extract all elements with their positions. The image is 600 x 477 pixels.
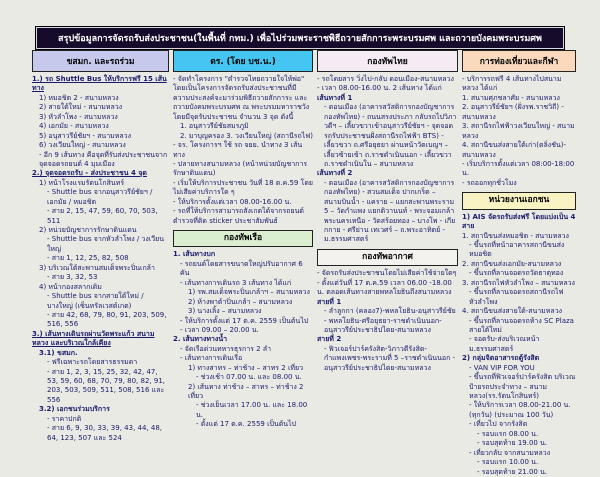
text-line: 1) ทางสาทร – ท่าช้าง – สาทร 2 เที่ยว [188, 363, 304, 372]
text-line: 2. สถานีขนส่งเอกมัย-สนามหลวง [462, 259, 562, 268]
column-header-bmta: ขสมก. และรถร่วม [32, 50, 169, 72]
text-line: 3.1) ขสมก. [39, 348, 78, 357]
text-line: 3. สถานีรถไฟหัวลำโพง – สนามหลวง [462, 278, 575, 287]
text-line: - รถที่ให้บริการสามารถสังเกตได้จากรถยนต์ตำรวจที่ติด sticker ประชาสัมพันธ์ [173, 207, 304, 225]
text-line: 3) หัวลำโพง - สนามหลวง [39, 112, 118, 121]
text-line: 5) อนุสาวรีย์ชัยฯ - สนามหลวง [39, 131, 132, 140]
text-line: 1) รพ.สมเด็จพระปิ่นเกล้าฯ – สนามหลวง [188, 288, 310, 297]
text-line: - Shuttle bus จากสายใต้ใหม่ / บางใหญ่ (เซ็นทรัลเวสต์เกต) [47, 292, 144, 310]
text-line: - บริการรถฟรี 4 เส้นทางไปสนามหลวง ได้แก่ [462, 75, 562, 93]
text-line: - ให้บริการเวลา 08.00-21.00 น. (ทุกวัน) (ประมาณ 100 วัน) [469, 401, 571, 419]
text-line: 4) เอกมัย - สนามหลวง [39, 122, 109, 131]
text-line: - อีก 9 เส้นทาง คือจุดที่รับส่งประชาชนจากจุดจอดรถยนต์ 4 มุมเมือง [39, 150, 168, 168]
text-line: - รอบแรก 10.00 น. [477, 458, 539, 467]
text-line: 2) ห้างพาต้าปิ่นเกล้า – สนามหลวง [188, 297, 293, 306]
text-line: - ตั้งแต่ 17 ต.ค. 2559 เป็นต้นไป [196, 420, 296, 429]
text-line: - Shuttle bus จากหัวลำโพง / วงเวียนใหญ่ [47, 235, 164, 253]
text-line: - ช่วงเย็นเวลา 17.00 น. และ 18.00 น. [196, 401, 308, 419]
text-line: - ขึ้นรถที่หน้าอาคารสถานีขนส่งหมอชิต [469, 241, 565, 259]
text-line: - ปลายทางสนามหลวง (หน้าหน่วยบัญชาการรักษาดินแดน) [173, 159, 308, 178]
column-body-bmta [32, 72, 169, 443]
text-line: สายที่ 1 [317, 297, 342, 306]
text-line: 2) เส้นทาง ท่าช้าง – สาทร – ท่าช้าง 2 เที่ยว [188, 382, 304, 401]
text-line: - จัดเรือด่วนทหารธุรการ 2 ลำ [180, 344, 272, 353]
text-line: 1) หน้าโรงแรมรัตนโกสินทร์ [39, 178, 125, 187]
text-line: - ลำลูกกา (คลอง7)-พหลโยธิน-อนุสาวรีย์ชัย - พหลโยธิน-ศรีอยุธยา-ราชดำเนินนอก-อนุสาวรีย์ประชาธิปไตย-สนามหลวง [324, 307, 456, 334]
text-line: 1. สถานีขนส่งหมอชิต - สนามหลวง [462, 231, 569, 240]
text-line: - จัดรถรับส่งประชาชนโดยไม่เสียค่าใช้จ่ายใดๆ [317, 269, 457, 278]
column-header-thai-armed-forces: กองทัพไทย [317, 50, 458, 72]
text-line: 3) นางเลิ้ง – สนามหลวง [188, 307, 262, 316]
text-line: - ขึ้นรถที่ฟิวเจอร์ปาร์ครังสิต บริเวณป้ายรถประจำทาง – สนามหลวง(รร.รัตนโกสินทร์) [469, 373, 576, 401]
text-line: 3) บริเวณใต้สะพานสมเด็จพระปิ่นเกล้า [39, 263, 155, 272]
column-header-tourism-sports: การท่องเที่ยวและกีฬา [462, 50, 576, 72]
text-line: - สาย 1, 2, 3, 15, 25, 32, 42, 47, 53, 59, 60, 68, 70, 79, 80, 82, 91, 203, 503, 509, 511, 508, 516 และ 556 [47, 367, 165, 404]
column-body-tourism-sports [462, 72, 576, 477]
text-line: - ตั้งแต่วันที่ 17 ต.ค.59 เวลา 06.00 -18.00 น. ตลอดเส้นทางสายพหลโยธินถึงสนามหลวง [317, 278, 452, 297]
text-line: - ฟิวเจอร์ปาร์ครังสิต-วิภาวดีรังสิต-กำแพงเพชร-พระรามที่ 5 –ราชดำเนินนอก - อนุสาวรีย์ประชาธิปไตย-สนามหลวง [324, 344, 456, 372]
text-line: 6) วงเวียนใหญ่ - สนามหลวง [39, 141, 126, 150]
text-line: - ให้บริการตั้งแต่เวลา 08.00-16.00 น. [173, 197, 292, 206]
text-line: - ขึ้นรถที่ลานจอดรถวัดธาตุทอง [469, 269, 564, 278]
text-line: - สาย 2, 15, 47, 59, 60, 70, 503, 511 [47, 207, 158, 225]
text-line: - ขึ้นรถที่ลานจอดรถห้าง SC Plaza สายใต้ใหม่ [469, 316, 574, 334]
text-line: - Shuttle bus จากอนุสาวรีย์ชัยฯ / เอกมัย / หมอชิต [47, 188, 153, 206]
text-line: 3.) เส้นทางเดินรถผ่านวัดพระแก้ว สนามหลวง และบริเวณใกล้เคียง [32, 329, 155, 348]
column-body-thai-armed-forces [317, 72, 458, 373]
text-line: - ขึ้นรถที่ลานจอดรถสถานีรถไฟหัวลำโพง [469, 288, 564, 306]
text-line: - เส้นทางการเดินรถ 3 เส้นทาง ได้แก่ [180, 278, 292, 287]
column-header-police: ตร. (โดย บช.น.) [173, 50, 313, 72]
text-line: 1.) รถ Shuttle Bus ให้บริการฟรี 15 เส้นทาง [32, 75, 167, 93]
text-line: 2. มาบุญครอง 3. วงเวียนใหญ่ (สถานีรถไฟ) [180, 131, 313, 140]
text-line: 1. เส้นทางบก [173, 250, 216, 259]
text-line: - สาย 1, 12, 25, 82, 508 [47, 254, 129, 263]
text-line: - ดอนเมือง (อาคารสวัสดิการกองบัญชาการกองทัพไทย) - สวนสมเด็จ ปากเกร็ด – สนามบินน้ำ - แคราย – แยกสะพานพระราม 5 – วัดกำแพง แยกติวานนท์ - พระจอมเกล้าพระนครเหนือ - วัดสร้อยทอง – บางโพ - เกียกกาย - ศรีย่าน เทเวศร์ – ถ.พระอาทิตย์ - ม.ธรรมศาสตร์ [324, 178, 456, 244]
section-header: กองทัพอากาศ [317, 249, 458, 266]
column-body-police [173, 72, 313, 430]
column-police [173, 50, 313, 429]
text-line: 2) สายใต้ใหม่ - สนามหลวง [39, 103, 123, 112]
text-line: 1) AIS จัดรถรับส่งฟรี โดยแบ่งเป็น 4 สาย [462, 212, 576, 231]
text-line: - VAN VIP FOR YOU [469, 363, 535, 372]
text-line: - เวลา 08.00-16.00 น. 2 เส้นทาง ได้แก่ [317, 84, 442, 93]
text-line: - ราคาปกติ [47, 414, 82, 423]
text-line: - เริ่มบริการตั้งแต่เวลา 08:00-18:00 น. [462, 159, 575, 178]
text-line: - จอดรับ-ส่งบริเวณหน้า ม.ธรรมศาสตร์ [469, 335, 540, 353]
text-line: - เวลา 09.00 – 20.00 น. [180, 325, 259, 334]
text-line: 4. สถานีขนส่งสายใต้เก่า(ตลิ่งชัน)-สนามหลวง [462, 141, 566, 159]
text-line: - ฟรีเฉพาะรถโดยสารธรรมดา [47, 358, 138, 367]
text-line: - สาย 6, 9, 30, 33, 39, 43, 44, 48, 64, 123, 507 และ 524 [47, 424, 163, 442]
text-line: เส้นทางที่ 2 [317, 169, 353, 178]
text-line: - ให้บริการตั้งแต่ 17 ต.ค. 2559 เป็นต้นไป [180, 316, 309, 325]
columns-container [32, 50, 578, 476]
text-line: - รอบสุดท้าย 19.00 น. [477, 439, 548, 448]
section-header: กองทัพเรือ [173, 230, 313, 247]
text-line: 3.2) เอกชนร่วมบริการ [39, 405, 110, 414]
text-line: - สาย 42, 68, 79, 80, 91, 203, 509, 516, 556 [47, 310, 167, 329]
column-tourism-sports [462, 50, 576, 476]
text-line: - จร. โครงการฯ ใช้ รถ จยย. นำทาง 3 เส้นทาง [173, 141, 303, 159]
text-line: 2) กลุ่มจิตอาสารถตู้รังสิต [462, 354, 540, 363]
text-line: 2.) จุดจอดรถรับ - ส่งประชาชน 4 จุด [32, 169, 147, 178]
text-line: 4. สถานีขนส่งสายใต้-สนามหลวง [462, 307, 563, 316]
column-thai-armed-forces [317, 50, 458, 424]
text-line: - สาย 3, 32, 53 [47, 273, 98, 282]
text-line: - เส้นทางการเดินเรือ [180, 354, 243, 363]
column-bmta [32, 50, 169, 442]
text-line: 2. เส้นทางทางน้ำ [173, 335, 228, 344]
text-line: - รถออกทุกชั่วโมง [462, 178, 517, 187]
text-line: - รอบแรก 08.00 น. [477, 429, 539, 438]
text-line: 2. อนุสาวรีย์ชัยฯ (ฝั่งรพ.ราชวิถี) - สนามหลวง [462, 103, 564, 121]
text-line: - จัดทำโครงการ "ตำรวจไทยถวายใจให้พ่อ" โดยเป็นโครงการจัดรถรับส่งประชาชนที่มีความประสงค์จะมาร่วมพิธีถวายสักการะ และถวายบังคมพระบรมศพ ณ พระบรมมหาราชวัง โดยมีจุดรับประชาชน จำนวน 3 จุด ดังนี้ [173, 75, 310, 121]
text-line: เส้นทางที่ 1 [317, 93, 353, 102]
section-header: หน่วยงานเอกชน [462, 192, 576, 209]
text-line: - ดอนเมือง (อาคารสวัสดิการกองบัญชาการกองทัพไทย) - ถนนสรงประภา กลับรถไปวิภาวดีฯ – เลี้ยวขวาเข้าอนุสาวรีย์ชัยฯ - จุดจอดรถรับประชาชนฝั่งสถานีรถไฟฟ้า BTS) - เลี้ยวขวา ถ.ศรีอยุธยา ผ่านหน้าวัดเบญฯ – เลี้ยวซ้ายเข้า ถ.ราชดำเนินนอก - เลี้ยวขวา ถ.ราชดำเนินใน – สนามหลวง [324, 103, 457, 168]
text-line: - รอบสุดท้าย 21.00 น. [477, 467, 548, 476]
text-line: - ช่วงเช้า 07.00 น. และ 08.00 น. [196, 373, 302, 382]
text-line: 1. สนามศุภชลาศัย - สนามหลวง [462, 93, 560, 102]
text-line: - เริ่มให้บริการประชาชน วันที่ 18 ต.ค.59 โดยไม่เสียค่าบริการใด ๆ [173, 178, 313, 197]
text-line: 2) หน่วยบัญชาการรักษาดินแดน [39, 226, 137, 234]
text-line: 3. สถานีรถไฟฟ้าวงเวียนใหญ่ - สนามหลวง [462, 122, 575, 140]
text-line: - เที่ยวกลับ จากสนามหลวง [469, 448, 551, 457]
text-line: - เที่ยวไป จากรังสิต [469, 420, 528, 429]
text-line: 4) หน้ากองสลากเดิม [39, 282, 102, 291]
page-title: สรุปข้อมูลการจัดรถรับส่งประชาชน(ในพื้นที่ กทม.) เพื่อไปร่วมพระราชพิธีถวายสักการะพระบรมศพ และถวายบังคมพระบรมศพ [35, 26, 565, 50]
text-line: - รถโดยสาร วิ่งไป-กลับ ดอนเมือง-สนามหลวง [317, 75, 454, 83]
text-line: 1) หมอชิต 2 - สนามหลวง [39, 93, 119, 102]
text-line: สายที่ 2 [317, 335, 342, 344]
text-line: - รถยนต์โดยสารขนาดใหญ่ปรับอากาศ 6 คัน [180, 259, 303, 278]
text-line: 1. อนุสาวรีย์ชัยสมรภูมิ [180, 122, 249, 131]
